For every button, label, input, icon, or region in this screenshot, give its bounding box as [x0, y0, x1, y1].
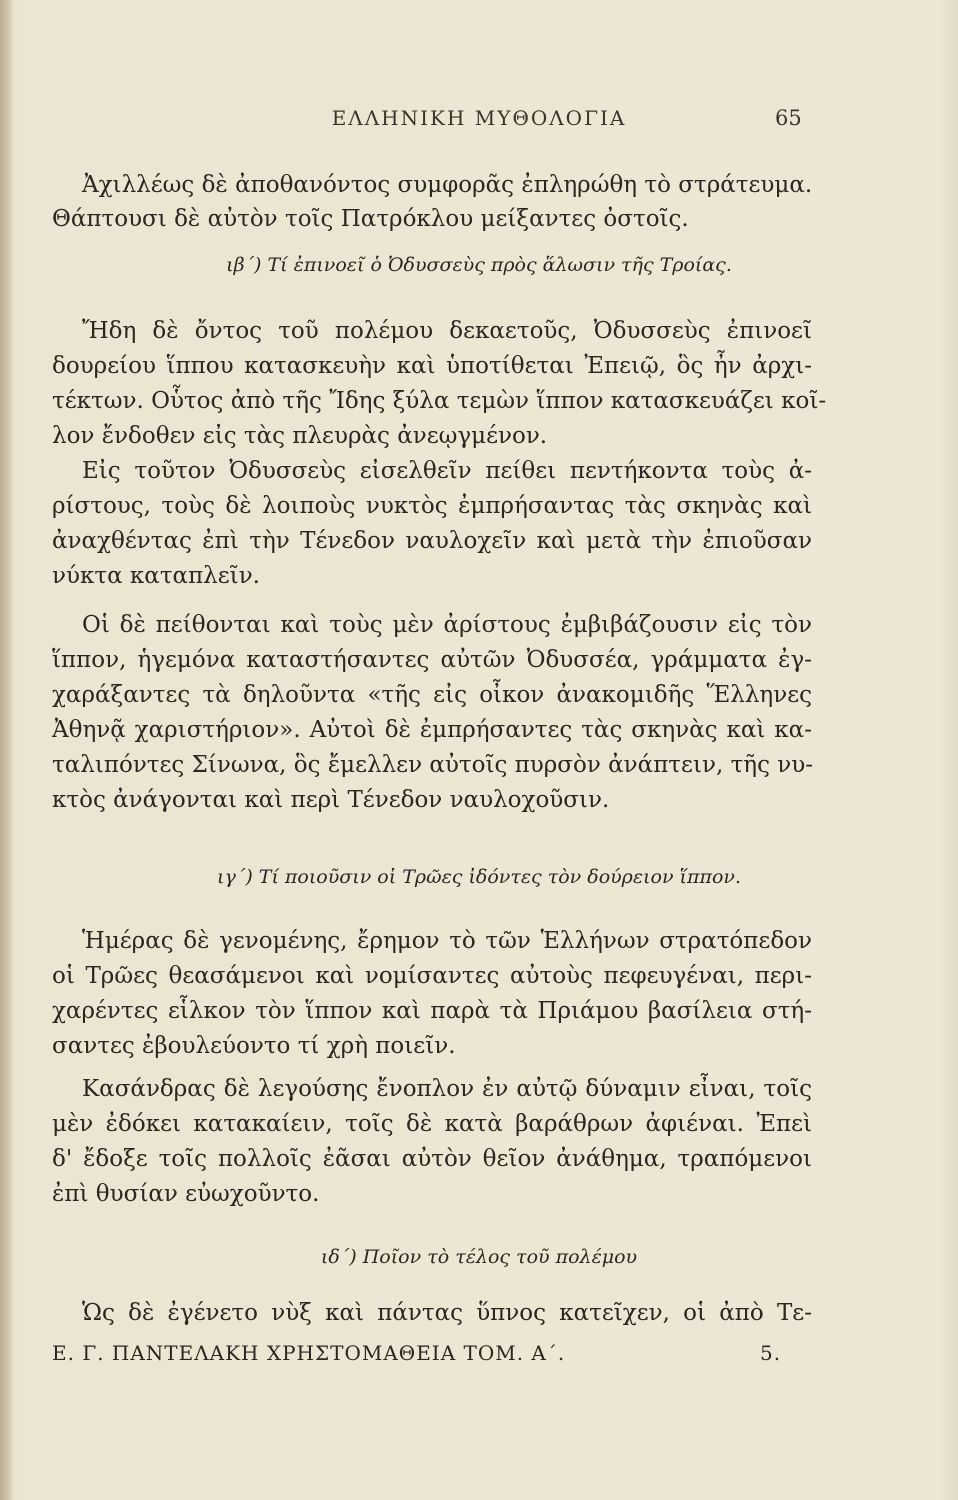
text-line: Ἤδη δὲ ὄντος τοῦ πολέμου δεκαετοῦς, Ὀδυσσεὺς ἐπινοεῖ [82, 318, 812, 344]
text-line: κτὸς ἀνάγονται καὶ περὶ Τένεδον ναυλοχοῦσιν. [52, 787, 610, 813]
text-line: δ' ἔδοξε τοῖς πολλοῖς ἐᾶσαι αὐτὸν θεῖον ἀνάθημα, τραπόμενοι [52, 1146, 812, 1172]
running-head-title: ΕΛΛΗΝΙΚΗ ΜΥΘΟΛΟΓΙΑ [331, 106, 627, 130]
page-spine-shadow [0, 0, 12, 1500]
running-head [0, 106, 958, 136]
text-line: νύκτα καταπλεῖν. [52, 563, 260, 589]
text-line: Κασάνδρας δὲ λεγούσης ἔνοπλον ἐν αὐτῷ δύναμιν εἶναι, τοῖς [82, 1076, 812, 1102]
text-line: ταλιπόντες Σίνωνα, ὃς ἔμελλεν αὐτοῖς πυρσὸν ἀνάπτειν, τῆς νυ- [52, 752, 813, 778]
text-line: ἀναχθέντας ἐπὶ τὴν Τένεδον ναυλοχεῖν καὶ μετὰ τὴν ἐπιοῦσαν [52, 528, 812, 554]
text-line: δουρείου ἵππου κατασκευὴν καὶ ὑποτίθεται Ἐπειῷ, ὃς ἦν ἀρχι- [52, 353, 812, 379]
text-line: ρίστους, τοὺς δὲ λοιποὺς νυκτὸς ἐμπρήσαντας τὰς σκηνὰς καὶ [52, 493, 812, 519]
text-line: Ἡμέρας δὲ γενομένης, ἔρημον τὸ τῶν Ἑλλήνων στρατόπεδον [82, 928, 812, 954]
text-line: μὲν ἐδόκει κατακαίειν, τοῖς δὲ κατὰ βαράθρων ἀφιέναι. Ἐπεὶ [52, 1111, 812, 1137]
printer-signature-line [52, 1336, 782, 1370]
text-line: χαράξαντες τὰ δηλοῦντα «τῆς εἰς οἶκον ἀνακομιδῆς Ἕλληνες [52, 682, 812, 708]
book-signature: Ε. Γ. ΠΑΝΤΕΛΑΚΗ ΧΡΗΣΤΟΜΑΘΕΙΑ ΤΟΜ. Α΄. [52, 1341, 566, 1365]
text-line: χαρέντες εἷλκον τὸν ἵππον καὶ παρὰ τὰ Πριάμου βασίλεια στή- [52, 998, 812, 1024]
section-heading-13: ιγ΄) Τί ποιοῦσιν οἱ Τρῶες ἰδόντες τὸν δούρειον ἵππον. [217, 866, 741, 888]
section-heading-14: ιδ΄) Ποῖον τὸ τέλος τοῦ πολέμου [320, 1246, 638, 1268]
text-line: λον ἔνδοθεν εἰς τὰς πλευρὰς ἀνεῳγμένον. [52, 423, 548, 449]
text-line: τέκτων. Οὗτος ἀπὸ τῆς Ἴδης ξύλα τεμὼν ἵππον κατασκευάζει κοῖ- [52, 388, 827, 414]
text-line: Ἀχιλλέως δὲ ἀποθανόντος συμφορᾶς ἐπληρώθη τὸ στράτευμα. [82, 172, 813, 198]
section-heading-12: ιβ΄) Τί ἐπινοεῖ ὁ Ὀδυσσεὺς πρὸς ἅλωσιν τῆς Τροίας. [226, 254, 732, 276]
text-line: οἱ Τρῶες θεασάμενοι καὶ νομίσαντες αὐτοὺς πεφευγέναι, περι- [52, 963, 812, 989]
text-line: ἐπὶ θυσίαν εὐωχοῦντο. [52, 1181, 320, 1207]
text-line: Εἰς τοῦτον Ὀδυσσεὺς εἰσελθεῖν πείθει πεντήκοντα τοὺς ἀ- [82, 458, 812, 484]
page-number: 65 [775, 106, 802, 130]
text-line: ἵππον, ἡγεμόνα καταστήσαντες αὐτῶν Ὀδυσσέα, γράμματα ἐγ- [52, 647, 812, 673]
text-line: Ὡς δὲ ἐγένετο νὺξ καὶ πάντας ὕπνος κατεῖχεν, οἱ ἀπὸ Τε- [82, 1300, 812, 1326]
sheet-number: 5. [760, 1341, 782, 1365]
text-line: σαντες ἐβουλεύοντο τί χρὴ ποιεῖν. [52, 1033, 456, 1059]
text-line: Θάπτουσι δὲ αὐτὸν τοῖς Πατρόκλου μείξαντες ὀστοῖς. [52, 206, 689, 232]
text-line: Οἱ δὲ πείθονται καὶ τοὺς μὲν ἀρίστους ἐμβιβάζουσιν εἰς τὸν [82, 612, 812, 638]
text-line: Ἀθηνᾷ χαριστήριον». Αὐτοὶ δὲ ἐμπρήσαντες τὰς σκηνὰς καὶ κα- [52, 717, 812, 743]
